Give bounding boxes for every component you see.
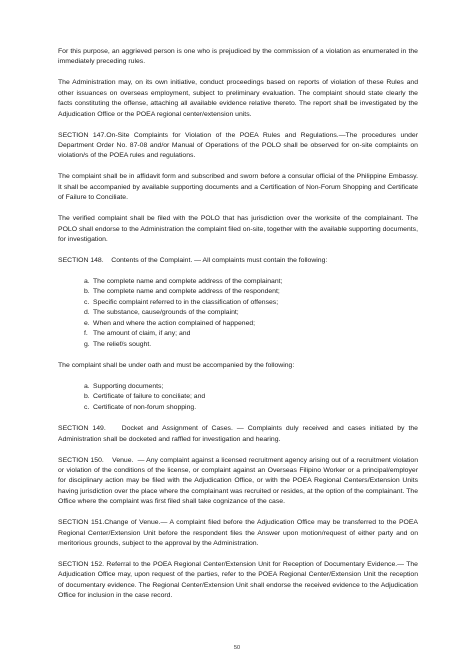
list-item-text: The amount of claim, if any; and bbox=[93, 330, 191, 338]
complaint-attachments-list bbox=[58, 382, 418, 413]
list-item bbox=[84, 392, 418, 402]
list-item bbox=[84, 287, 418, 297]
list-marker: a. bbox=[84, 382, 90, 390]
list-item-text: The complete name and complete address of the respondent; bbox=[93, 288, 280, 296]
section-147-paragraph: SECTION 147.On-Site Complaints for Violation of the POEA Rules and Regulations.—The procedures under Department Order No. 87-08 and/or Manual of Operations of the POLO shall be observed for on-site complaints on violation/s of the POEA rules and regulations. bbox=[58, 131, 418, 160]
section-148-paragraph: SECTION 148. Contents of the Complaint. — All complaints must contain the following: bbox=[58, 257, 328, 265]
section-150-paragraph: SECTION 150. Venue. — Any complaint against a licensed recruitment agency arising out of a recruitment violation or violation of the conditions of the license, or complaint against an Overseas Filipino Worker or a principal/employer for disciplinary action may be filed with the Adjudication Office, or with the POEA Regional Centers/Extension Units having jurisdiction over the place where the complainant was recruited or resides, at the option of the complainant. The Office where the complaint was first filed shall take cognizance of the case. bbox=[58, 456, 418, 506]
list-marker: g. bbox=[84, 340, 90, 348]
list-marker: d. bbox=[84, 309, 90, 317]
administration-initiative-paragraph: The Administration may, on its own initiative, conduct proceedings based on reports of violation of these Rules and other issuances on overseas employment, subject to preliminary evaluation. The complaint should state clearly the facts constituting the offense, attaching all available evidence relative thereto. The report shall be investigated by the Adjudication Office or the POEA regional center/extension units. bbox=[58, 79, 418, 118]
complaint-contents-list bbox=[58, 277, 418, 350]
section-151-paragraph: SECTION 151.Change of Venue.— A complaint filed before the Adjudication Office may be transferred to the POEA Regional Center/Extension Unit before the respondent files the Answer upon motion/request of either party and on meritorious grounds, subject to the approval by the Administration. bbox=[58, 519, 418, 547]
list-item bbox=[84, 329, 418, 339]
list-item bbox=[84, 308, 418, 318]
page-number: 50 bbox=[233, 645, 241, 651]
list-item bbox=[84, 382, 418, 392]
list-item-text: Certificate of failure to conciliate; and bbox=[93, 393, 206, 401]
list-marker: b. bbox=[84, 393, 90, 401]
list-marker: f. bbox=[84, 330, 88, 338]
list-item bbox=[84, 277, 418, 287]
list-item bbox=[84, 403, 418, 413]
list-item bbox=[84, 319, 418, 329]
list-item bbox=[84, 298, 418, 308]
section-152-paragraph: SECTION 152. Referral to the POEA Regional Center/Extension Unit for Reception of Documentary Evidence.— The Adjudication Office may, upon request of the parties, refer to the POEA Regional Center/Extension Unit the reception of documentary evidence. The Regional Center/Extension Unit shall endorse the received evidence to the Adjudication Office for inclusion in the case record. bbox=[58, 560, 418, 600]
section-149-paragraph: SECTION 149. Docket and Assignment of Cases. — Complaints duly received and cases initiated by the Administration shall be docketed and raffled for investigation and hearing. bbox=[58, 425, 418, 443]
list-item-text: Supporting documents; bbox=[93, 382, 164, 390]
list-marker: e. bbox=[84, 319, 90, 327]
aggrieved-person-paragraph: For this purpose, an aggrieved person is one who is prejudiced by the commission of a violation as enumerated in the immediately preceding rules. bbox=[58, 48, 418, 66]
list-item-text: The substance, cause/grounds of the complaint; bbox=[93, 309, 239, 317]
list-item-text: The complete name and complete address of the complainant; bbox=[93, 278, 283, 286]
list-item-text: Specific complaint referred to in the classification of offenses; bbox=[93, 298, 279, 306]
list-marker: c. bbox=[84, 403, 90, 411]
list-item-text: Certificate of non-forum shopping. bbox=[93, 403, 197, 411]
list-marker: b. bbox=[84, 288, 90, 296]
verified-complaint-paragraph: The verified complaint shall be filed with the POLO that has jurisdiction over the worksite of the complainant. The POLO shall endorse to the Administration the complaint filed on-site, together with the available supporting documents, for investigation. bbox=[58, 215, 418, 244]
affidavit-form-paragraph: The complaint shall be in affidavit form and subscribed and sworn before a consular official of the Philippine Embassy. It shall be accompanied by available supporting documents and a Certification of Non-Forum Shopping and Certificate of Failure to Conciliate. bbox=[58, 173, 418, 202]
list-marker: a. bbox=[84, 278, 90, 286]
list-item-text: When and where the action complained of happened; bbox=[93, 319, 256, 327]
under-oath-paragraph: The complaint shall be under oath and must be accompanied by the following: bbox=[58, 361, 295, 369]
list-item bbox=[84, 340, 418, 350]
list-marker: c. bbox=[84, 298, 90, 306]
list-item-text: The relief/s sought. bbox=[93, 340, 152, 348]
